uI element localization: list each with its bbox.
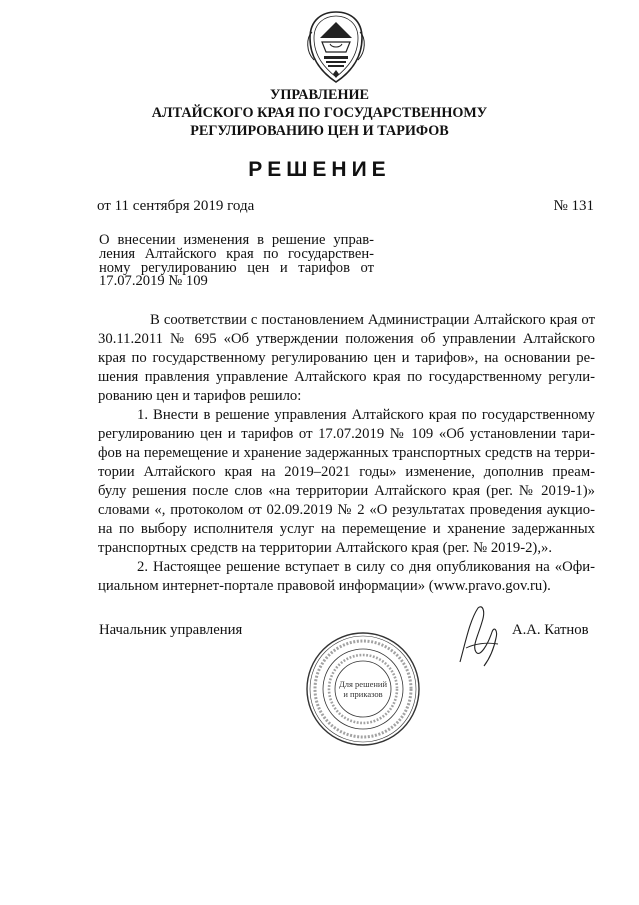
body-line: тории Алтайского края на 2019–2021 годы» изменение, дополнив преам- bbox=[98, 464, 595, 480]
body-line: на по выбору исполнителя услуг на перемещение и хранение задержанных bbox=[98, 521, 595, 537]
body-line: циальном интернет-портале правовой информации» (www.pravo.gov.ru). bbox=[98, 578, 551, 594]
subject-line: 17.07.2019 № 109 bbox=[99, 273, 208, 289]
body-line: фов на перемещение и хранение задержанных транспортных средств на терри- bbox=[98, 445, 595, 461]
document-number: № 131 bbox=[553, 198, 594, 214]
official-stamp bbox=[304, 630, 422, 748]
body-line: регулированию цен и тарифов от 17.07.2019 № 109 «Об установлении тари- bbox=[98, 426, 595, 442]
org-name-line-1: УПРАВЛЕНИЕ bbox=[269, 87, 370, 103]
body-line: булу решения после слов «на территории Алтайского края (рег. № 2019-1)» bbox=[98, 483, 595, 499]
subject-line: О внесении изменения в решение управ- bbox=[99, 232, 374, 248]
body-line: транспортных средств на территории Алтайского края (рег. № 2019-2),». bbox=[98, 540, 553, 556]
body-line: шения правления управление Алтайского края по государственному регули- bbox=[98, 369, 595, 385]
subject-line: ному регулированию цен и тарифов от bbox=[99, 260, 374, 276]
body-line: 30.11.2011 № 695 «Об утверждении положения об управлении Алтайского bbox=[98, 331, 595, 347]
body-line: В соответствии с постановлением Администрации Алтайского края от bbox=[150, 312, 595, 328]
document-date: от 11 сентября 2019 года bbox=[97, 198, 255, 214]
stamp-inner-text-1: Для решений bbox=[338, 679, 388, 689]
subject-line: ления Алтайского края по государствен- bbox=[99, 246, 374, 262]
body-line: рованию цен и тарифов решило: bbox=[98, 388, 302, 404]
body-line: словами «, протоколом от 02.09.2019 № 2 «О результатах проведения аукцио- bbox=[98, 502, 595, 518]
handwritten-signature bbox=[452, 600, 504, 672]
coat-of-arms-icon bbox=[300, 8, 372, 86]
body-line: 2. Настоящее решение вступает в силу со дня опубликования на «Офи- bbox=[137, 559, 595, 575]
org-name-line-2: АЛТАЙСКОГО КРАЯ ПО ГОСУДАРСТВЕННОМУ bbox=[151, 105, 488, 121]
stamp-inner-text-2: и приказов bbox=[343, 689, 383, 699]
org-name-line-3: РЕГУЛИРОВАНИЮ ЦЕН И ТАРИФОВ bbox=[190, 123, 449, 139]
signer-name: А.А. Катнов bbox=[512, 622, 589, 638]
signer-title: Начальник управления bbox=[99, 622, 243, 638]
body-line: 1. Внести в решение управления Алтайского края по государственному bbox=[137, 407, 595, 423]
document-title: РЕШЕНИЕ bbox=[248, 158, 391, 181]
body-line: края по государственному регулированию цен и тарифов», на основании ре- bbox=[98, 350, 595, 366]
